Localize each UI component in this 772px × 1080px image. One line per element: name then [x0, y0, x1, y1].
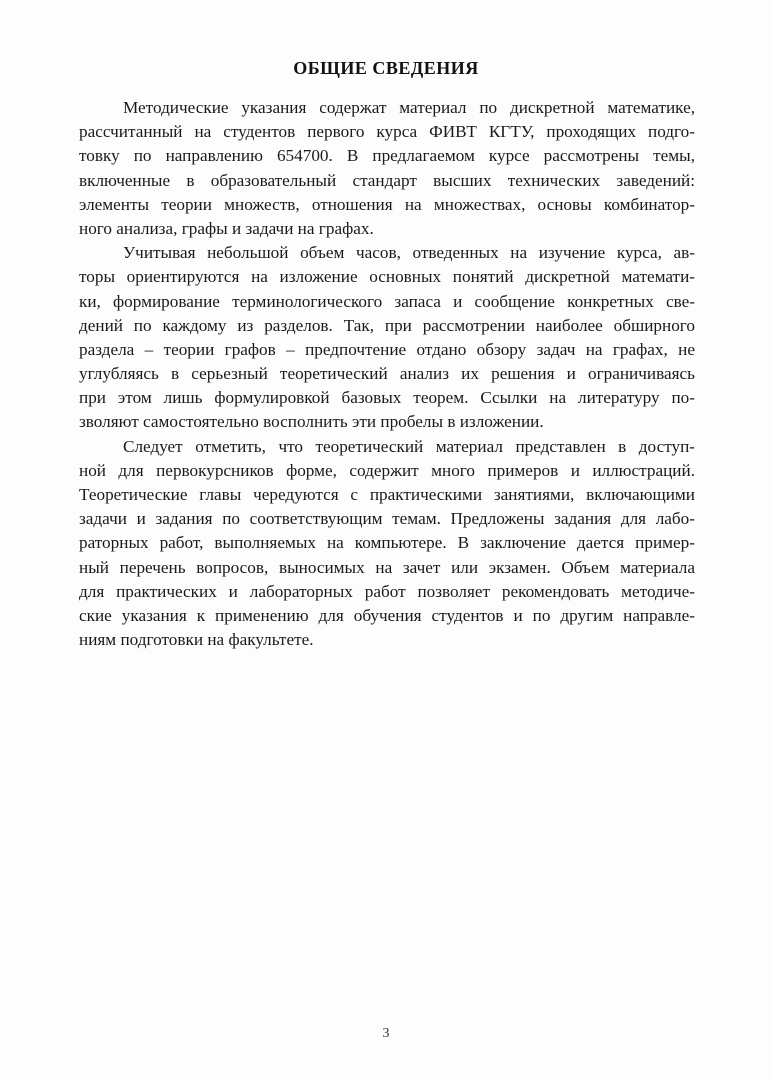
text-line: рассчитанный на студентов первого курса ФИВТ КГТУ, проходящих подго-	[79, 122, 695, 142]
text-line: задачи и задания по соответствующим темам. Предложены задания для лабо-	[79, 509, 695, 529]
text-line: при этом лишь формулировкой базовых теорем. Ссылки на литературу по-	[79, 388, 695, 408]
paragraph-1	[79, 96, 695, 241]
body-text	[79, 96, 695, 652]
text-line: элементы теории множеств, отношения на множествах, основы комбинатор-	[79, 194, 695, 214]
text-line: включенные в образовательный стандарт высших технических заведений:	[79, 170, 695, 190]
page-title: ОБЩИЕ СВЕДЕНИЯ	[293, 58, 479, 78]
text-line: Следует отметить, что теоретический материал представлен в доступ-	[123, 436, 695, 456]
text-line: ки, формирование терминологического запаса и сообщение конкретных све-	[79, 291, 695, 311]
text-line: ские указания к применению для обучения студентов и по другим направле-	[79, 605, 695, 625]
text-line: дений по каждому из разделов. Так, при рассмотрении наиболее обширного	[79, 315, 695, 335]
text-line: ной для первокурсников форме, содержит много примеров и иллюстраций.	[79, 460, 695, 480]
text-line: углубляясь в серьезный теоретический анализ их решения и ограничиваясь	[79, 364, 695, 384]
text-line: Учитывая небольшой объем часов, отведенных на изучение курса, ав-	[123, 243, 695, 263]
text-line: раздела – теории графов – предпочтение отдано обзору задач на графах, не	[79, 339, 695, 359]
paragraph-2	[79, 241, 695, 435]
text-line: ного анализа, графы и задачи на графах.	[79, 218, 374, 238]
page-number: 3	[382, 1026, 390, 1041]
text-line: зволяют самостоятельно восполнить эти пробелы в изложении.	[79, 412, 544, 432]
text-line: Методические указания содержат материал по дискретной математике,	[123, 98, 695, 117]
paragraph-3	[79, 435, 695, 653]
text-line: товку по направлению 654700. В предлагаемом курсе рассмотрены темы,	[79, 146, 695, 166]
text-line: для практических и лабораторных работ позволяет рекомендовать методиче-	[79, 581, 695, 601]
text-line: ниям подготовки на факультете.	[79, 630, 314, 650]
text-line: ный перечень вопросов, выносимых на зачет или экзамен. Объем материала	[79, 557, 695, 577]
text-line: раторных работ, выполняемых на компьютере. В заключение дается пример-	[79, 533, 695, 553]
text-line: Теоретические главы чередуются с практическими занятиями, включающими	[79, 485, 695, 504]
text-line: торы ориентируются на изложение основных понятий дискретной математи-	[79, 267, 695, 287]
